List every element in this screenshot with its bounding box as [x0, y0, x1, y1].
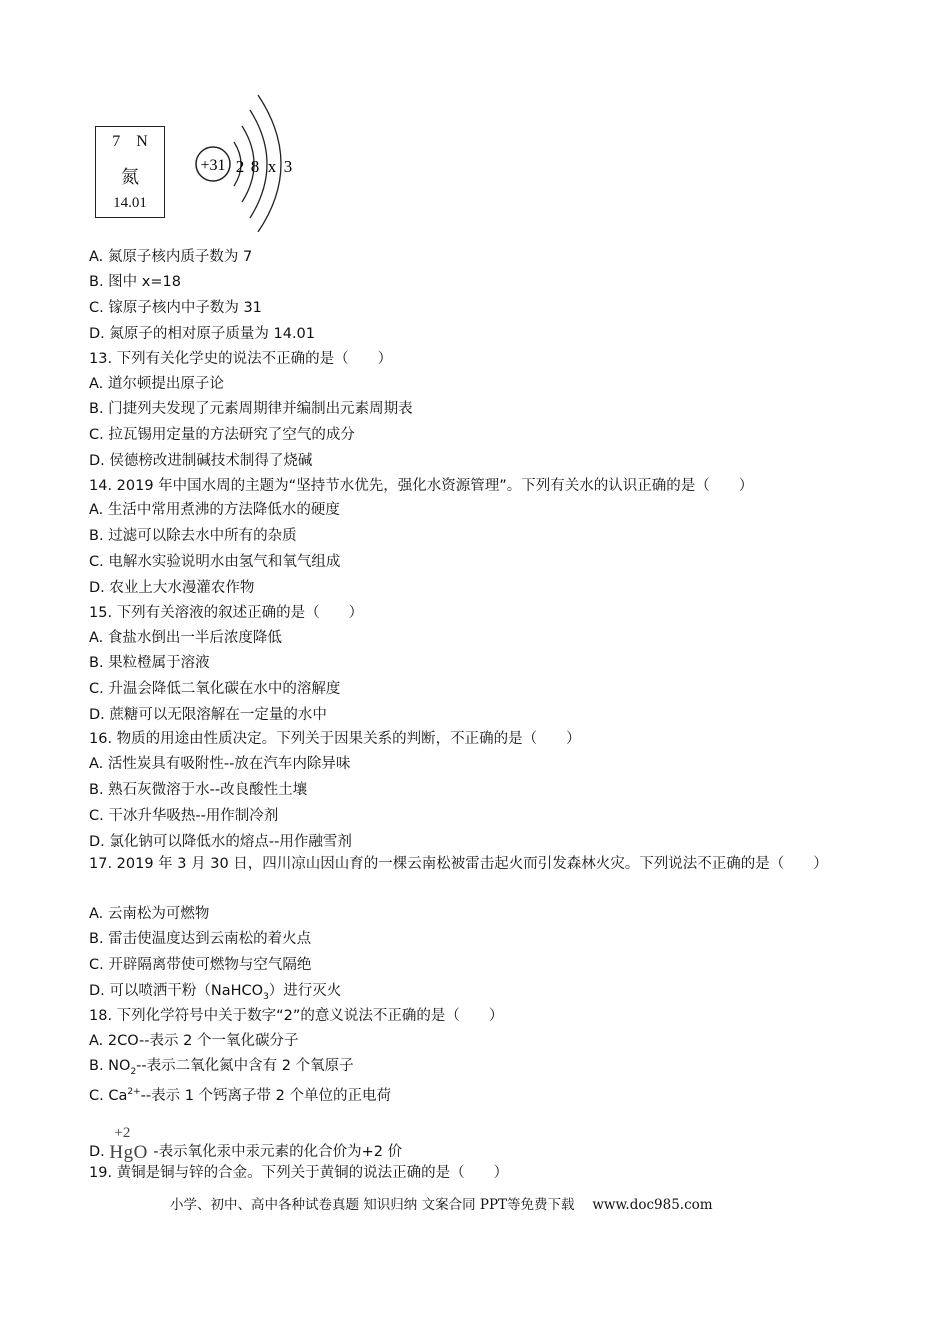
q12-option-b: B. 图中 x=18 [89, 274, 181, 290]
q18-stem: 18. 下列化学符号中关于数字“2”的意义说法不正确的是（ ） [89, 1008, 504, 1024]
q14-stem: 14. 2019 年中国水周的主题为“坚持节水优先，强化水资源管理”。下列有关水的认识正确的是（ ） [89, 478, 754, 494]
q15-option-b: B. 果粒橙属于溶液 [89, 655, 210, 671]
shell-count-2: 8 [250, 157, 260, 176]
page-footer: 小学、初中、高中各种试卷真题 知识归纳 文案合同 PPT等免费下载 www.doc985.com [170, 1197, 713, 1213]
q15-option-a: A. 食盐水倒出一半后浓度降低 [89, 630, 282, 646]
q12-option-d: D. 氮原子的相对原子质量为 14.01 [89, 326, 316, 342]
q17-option-c: C. 开辟隔离带使可燃物与空气隔绝 [89, 957, 312, 973]
q13-option-c: C. 拉瓦锡用定量的方法研究了空气的成分 [89, 427, 355, 443]
shell-count-3: x [267, 157, 277, 176]
q17-option-a: A. 云南松为可燃物 [89, 906, 210, 922]
q18-option-d-valence: +2 [114, 1125, 131, 1141]
q16-option-a: A. 活性炭具有吸附性--放在汽车内除异味 [89, 756, 351, 772]
q15-option-d: D. 蔗糖可以无限溶解在一定量的水中 [89, 707, 327, 723]
q14-option-b: B. 过滤可以除去水中所有的杂质 [89, 528, 297, 544]
q18-option-c-prefix: C. Ca [89, 1087, 128, 1104]
q18-option-c-superscript: 2+ [127, 1087, 141, 1097]
q17-option-d [89, 981, 341, 1007]
q14-option-d: D. 农业上大水漫灌农作物 [89, 580, 255, 596]
q13-option-b: B. 门捷列夫发现了元素周期律并编制出元素周期表 [89, 401, 413, 417]
q18-option-d-suffix: -表示氧化汞中汞元素的化合价为+2 价 [153, 1144, 403, 1160]
q17-stem: 17. 2019 年 3 月 30 日，四川凉山因山育的一棵云南松被雷击起火而引发森林火灾。下列说法不正确的是（ ） [89, 856, 828, 872]
shell-count-1: 2 [235, 157, 245, 176]
q13-stem: 13. 下列有关化学史的说法不正确的是（ ） [89, 351, 393, 367]
q18-option-b-suffix: --表示二氧化氮中含有 2 个氧原子 [136, 1058, 354, 1074]
q18-option-b-prefix: B. NO [89, 1058, 131, 1074]
q16-option-b: B. 熟石灰微溶于水--改良酸性土壤 [89, 782, 308, 798]
q18-option-d-formula-text: HgO [109, 1142, 148, 1163]
nucleus-charge: +31 [200, 157, 226, 174]
q17-option-d-prefix: D. 可以喷洒干粉（NaHCO [89, 983, 264, 999]
element-number: 7 [112, 133, 121, 150]
q15-option-c: C. 升温会降低二氧化碳在水中的溶解度 [89, 681, 341, 697]
element-card [95, 126, 165, 218]
q15-stem: 15. 下列有关溶液的叙述正确的是（ ） [89, 605, 364, 621]
q14-option-c: C. 电解水实验说明水由氢气和氧气组成 [89, 554, 341, 570]
q18-option-d [89, 1126, 402, 1167]
q17-option-d-suffix: ）进行灭火 [268, 983, 342, 999]
q19-stem: 19. 黄铜是铜与锌的合金。下列关于黄铜的说法正确的是（ ） [89, 1165, 509, 1181]
q18-option-c [89, 1082, 391, 1106]
q16-option-d: D. 氯化钠可以降低水的熔点--用作融雪剂 [89, 834, 352, 850]
element-symbol: N [136, 133, 148, 150]
q18-option-b [89, 1056, 354, 1082]
atom-structure-diagram [190, 92, 310, 232]
q17-option-b: B. 雷击使温度达到云南松的着火点 [89, 931, 312, 947]
q18-option-b-subscript: 2 [130, 1066, 137, 1077]
q12-option-c: C. 镓原子核内中子数为 31 [89, 300, 262, 316]
q17-option-d-subscript: 3 [263, 991, 269, 1002]
q16-stem: 16. 物质的用途由性质决定。下列关于因果关系的判断，不正确的是（ ） [89, 731, 581, 747]
q18-option-c-suffix: --表示 1 个钙离子带 2 个单位的正电荷 [140, 1087, 391, 1104]
q14-option-a: A. 生活中常用煮沸的方法降低水的硬度 [89, 502, 340, 518]
shell-count-4: 3 [283, 157, 293, 176]
q16-option-c: C. 干冰升华吸热--用作制冷剂 [89, 808, 279, 824]
q13-option-d: D. 侯德榜改进制碱技术制得了烧碱 [89, 453, 313, 469]
element-name: 氮 [121, 167, 139, 187]
q18-option-d-prefix: D. [89, 1144, 110, 1160]
q18-option-d-formula [109, 1125, 153, 1163]
element-number-symbol [96, 133, 164, 151]
q12-option-a: A. 氮原子核内质子数为 7 [89, 249, 253, 265]
q18-option-a: A. 2CO--表示 2 个一氧化碳分子 [89, 1033, 299, 1049]
q13-option-a: A. 道尔顿提出原子论 [89, 376, 224, 392]
element-mass: 14.01 [113, 195, 147, 211]
